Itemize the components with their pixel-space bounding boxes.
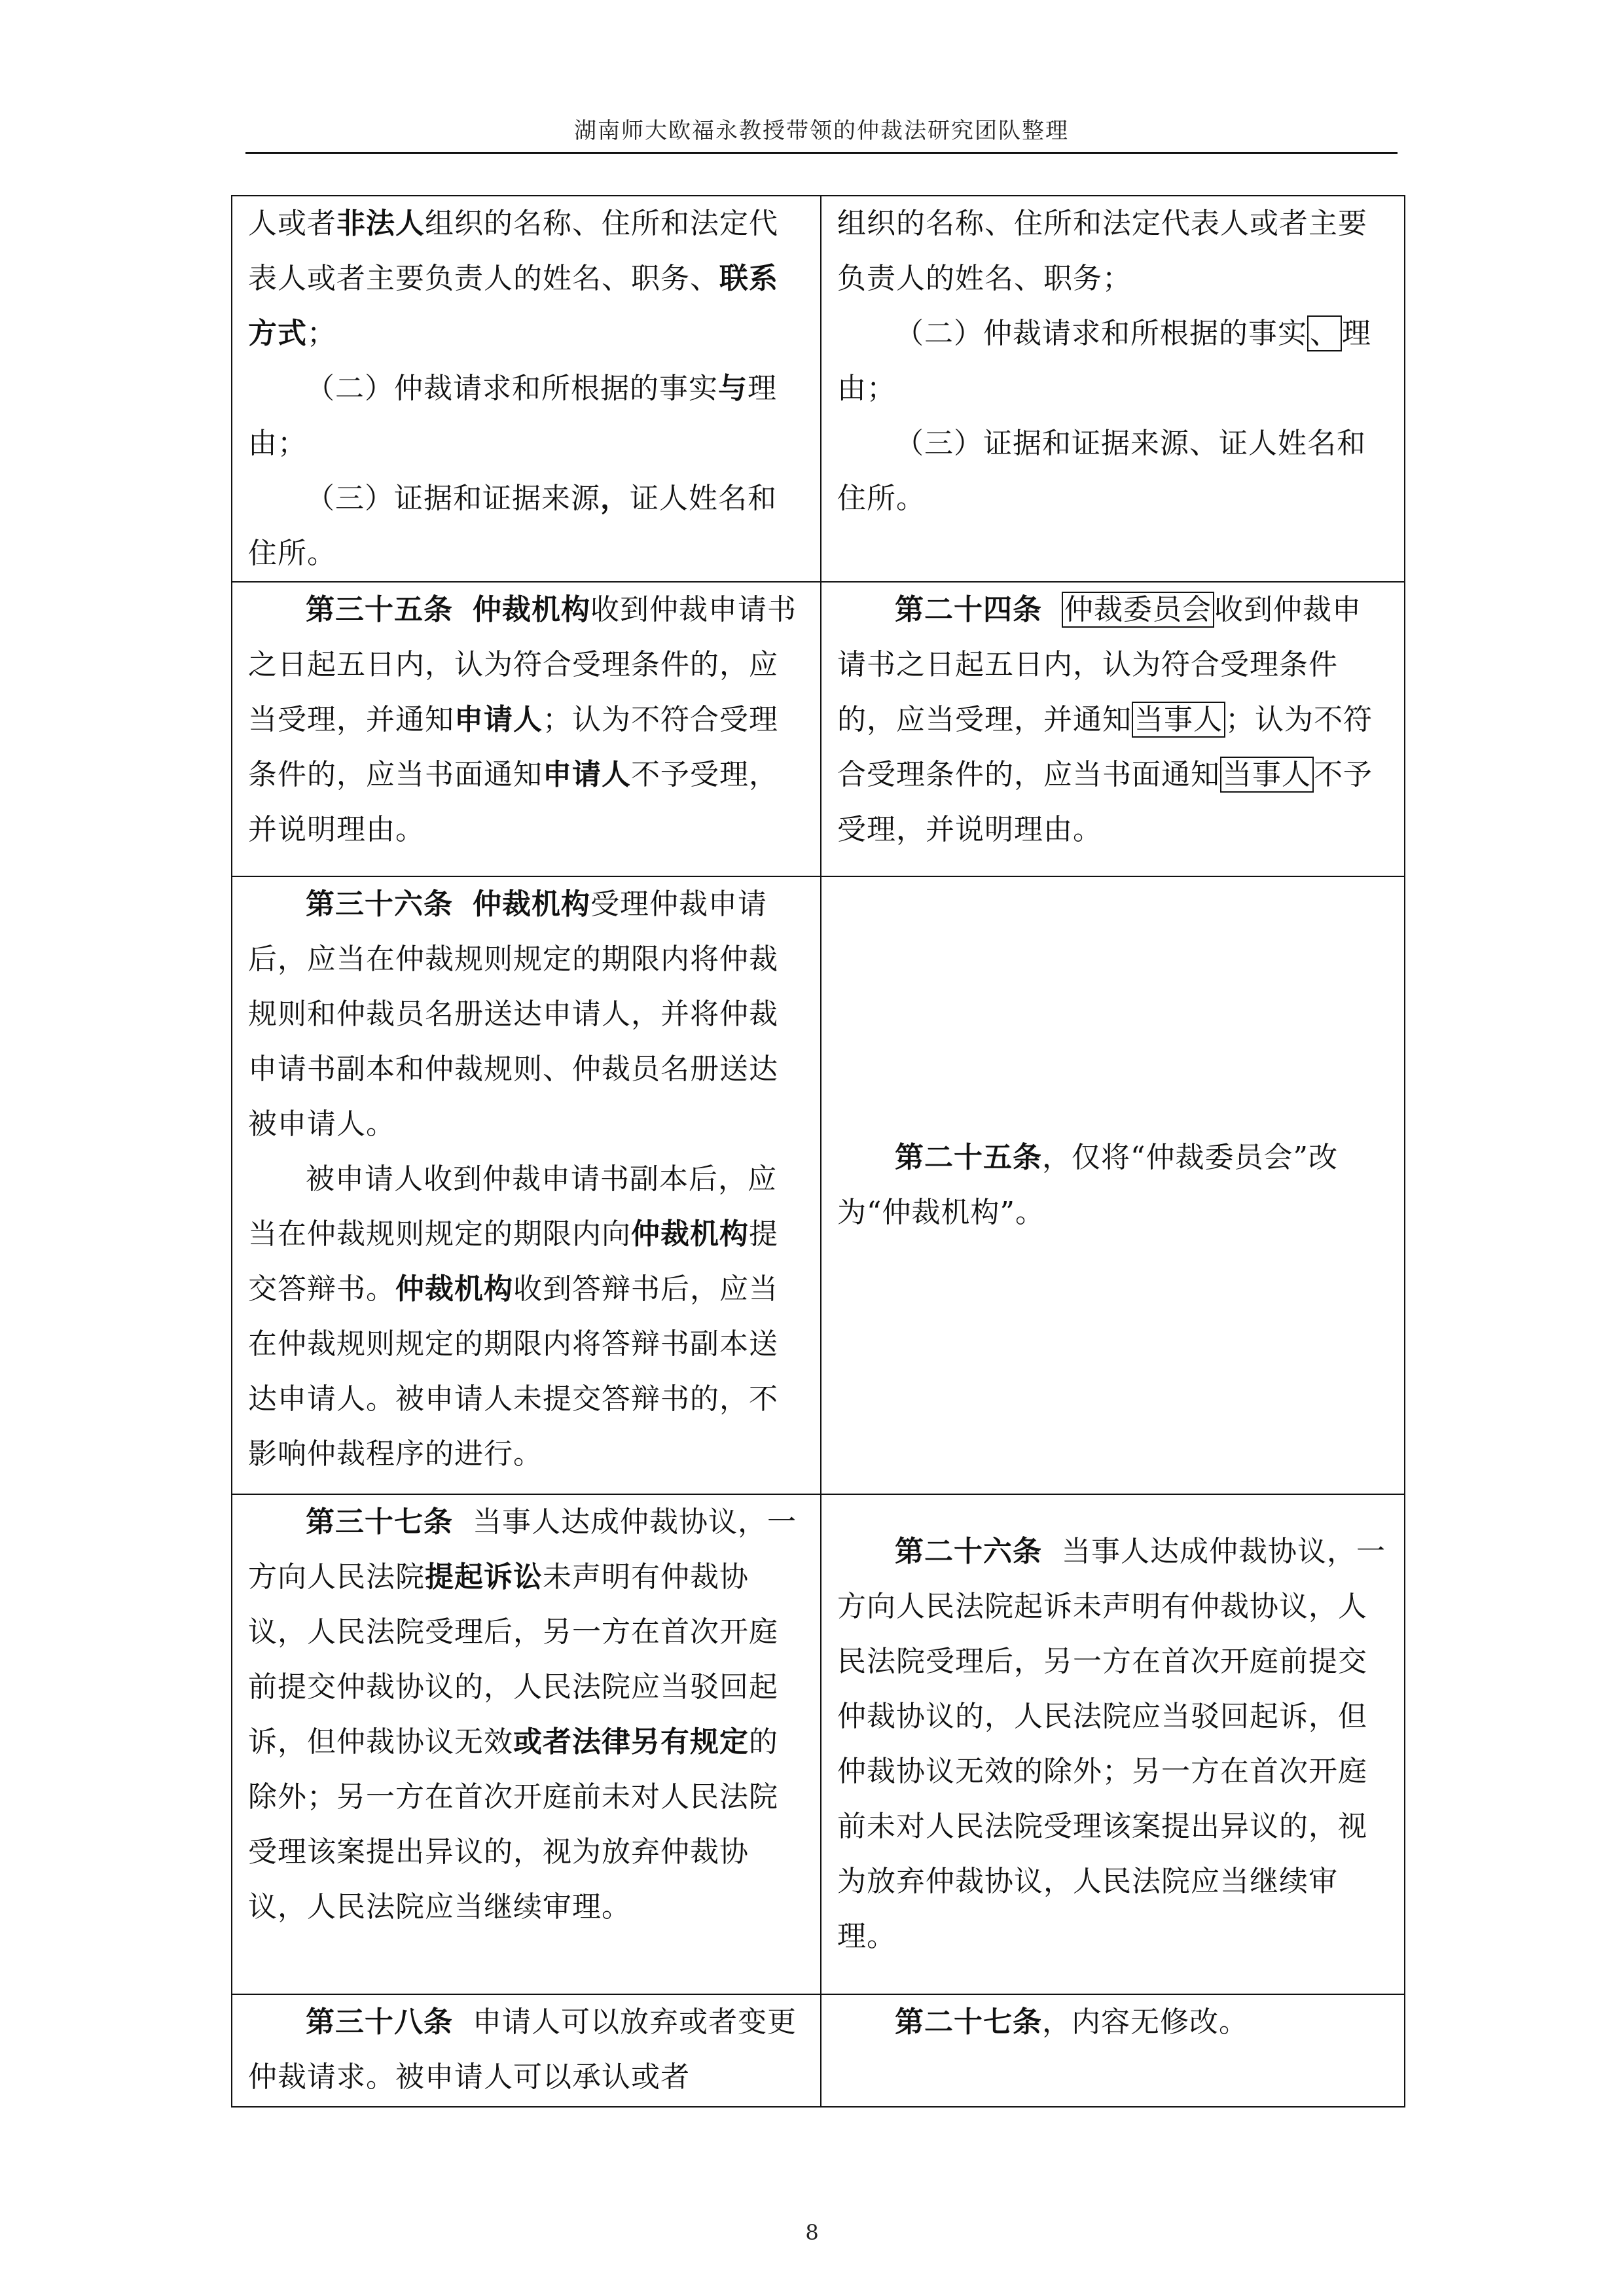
- paragraph: （三）证据和证据来源、证人姓名和住所。: [837, 427, 1366, 515]
- right-cell: [821, 1994, 1405, 2107]
- article-35: 第三十五条 仲裁机构收到仲裁申请书之日起五日内，认为符合受理条件的，应当受理，并通知申请人；认为不符合受理条件的，应当书面通知申请人不予受理，并说明理由。: [248, 593, 797, 846]
- article-38: 第三十八条 申请人可以放弃或者变更仲裁请求。被申请人可以承认或者: [248, 2005, 797, 2094]
- article-24: 第二十四条 仲裁委员会收到仲裁申请书之日起五日内，认为符合受理条件的，应当受理，并通知当事人；认为不符合受理条件的，应当书面通知当事人不予受理，并说明理由。: [837, 593, 1373, 846]
- left-cell: [232, 582, 821, 876]
- header-rule: [245, 152, 1398, 154]
- article-25: 第二十五条，仅将“仲裁委员会”改为“仲裁机构”。: [837, 1141, 1338, 1229]
- article-26: 第二十六条 当事人达成仲裁协议，一方向人民法院起诉未声明有仲裁协议，人民法院受理后，另一方在首次开庭前提交仲裁协议的，人民法院应当驳回起诉，但仲裁协议无效的除外；另一方在首次开庭前未对人民法院受理该案提出异议的，视为放弃仲裁协议，人民法院应当继续审理。: [837, 1535, 1386, 1953]
- left-cell: [232, 1494, 821, 1994]
- left-cell: [232, 196, 821, 582]
- comparison-table: [231, 195, 1405, 2108]
- table-row: [232, 1994, 1405, 2107]
- paragraph: 人或者非法人组织的名称、住所和法定代表人或者主要负责人的姓名、职务、联系方式；: [248, 207, 778, 350]
- table-row: [232, 1494, 1405, 1994]
- paragraph: 组织的名称、住所和法定代表人或者主要负责人的姓名、职务；: [837, 207, 1367, 295]
- right-cell: [821, 1494, 1405, 1994]
- article-36: 第三十六条 仲裁机构受理仲裁申请后，应当在仲裁规则规定的期限内将仲裁规则和仲裁员名册送达申请人，并将仲裁申请书副本和仲裁规则、仲裁员名册送达被申请人。: [248, 888, 778, 1141]
- table-row: [232, 876, 1405, 1494]
- left-cell: [232, 876, 821, 1494]
- article-37: 第三十七条 当事人达成仲裁协议，一方向人民法院提起诉讼未声明有仲裁协议，人民法院受理后，另一方在首次开庭前提交仲裁协议的，人民法院应当驳回起诉，但仲裁协议无效或者法律另有规定的除外；另一方在首次开庭前未对人民法院受理该案提出异议的，视为放弃仲裁协议，人民法院应当继续审理。: [248, 1505, 797, 1924]
- revision-box: 仲裁委员会: [1062, 592, 1214, 628]
- table-row: [232, 196, 1405, 582]
- table-row: [232, 582, 1405, 876]
- revision-box: 当事人: [1132, 702, 1225, 738]
- right-cell: [821, 582, 1405, 876]
- paragraph: （二）仲裁请求和所根据的事实、理由；: [837, 317, 1371, 405]
- paragraph: （二）仲裁请求和所根据的事实与理由；: [248, 372, 777, 460]
- right-cell: [821, 876, 1405, 1494]
- revision-box: 当事人: [1220, 757, 1314, 793]
- revision-box: 、: [1307, 315, 1342, 351]
- left-cell: [232, 1994, 821, 2107]
- page-number: 8: [805, 2220, 819, 2245]
- paragraph: （三）证据和证据来源，证人姓名和住所。: [248, 482, 777, 570]
- right-cell: [821, 196, 1405, 582]
- paragraph: 被申请人收到仲裁申请书副本后，应当在仲裁规则规定的期限内向仲裁机构提交答辩书。仲裁机构收到答辩书后，应当在仲裁规则规定的期限内将答辩书副本送达申请人。被申请人未提交答辩书的，不影响仲裁程序的进行。: [248, 1162, 778, 1471]
- article-27: 第二十七条，内容无修改。: [895, 2005, 1248, 2039]
- page-header: 湖南师大欧福永教授带领的仲裁法研究团队整理: [574, 118, 1069, 144]
